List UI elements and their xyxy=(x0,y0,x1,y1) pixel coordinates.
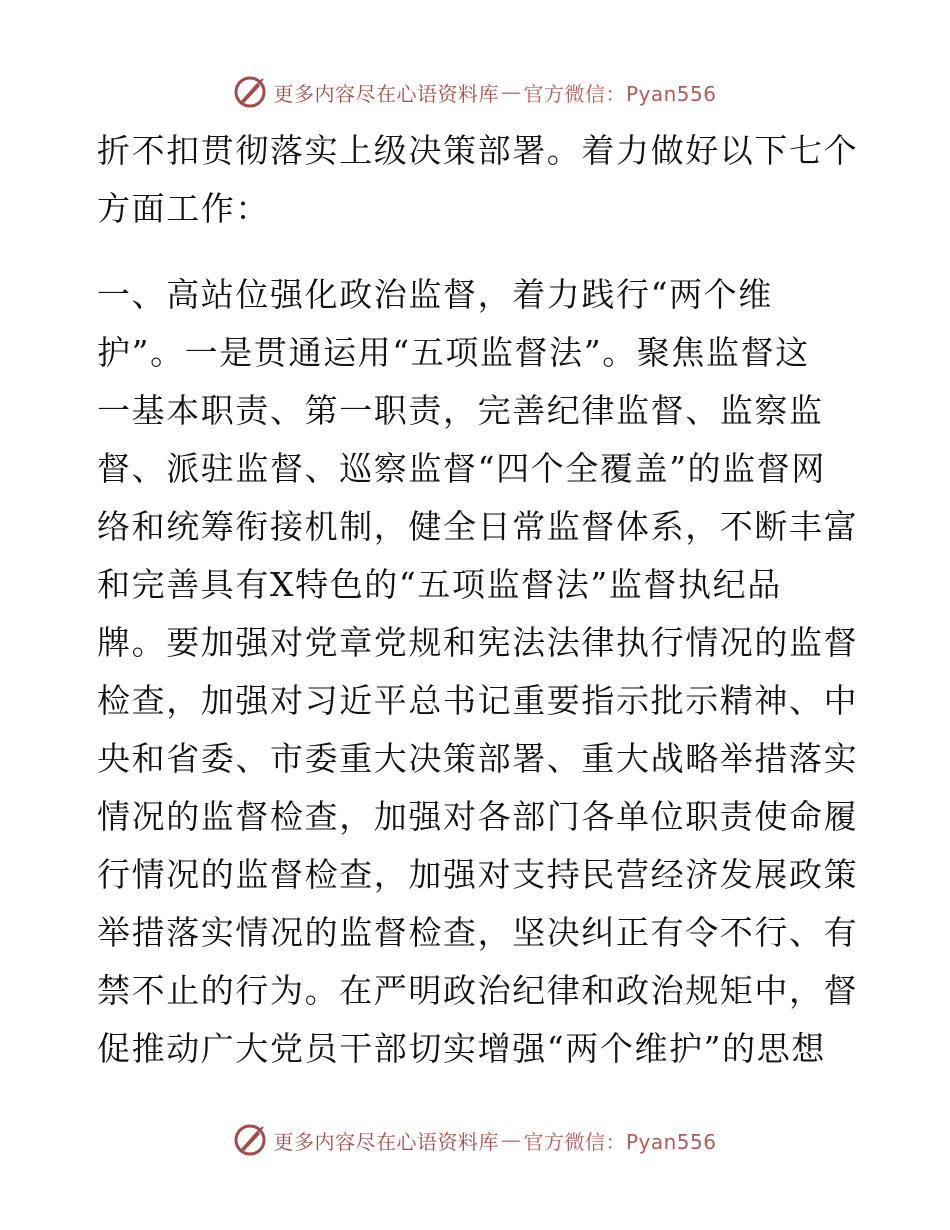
header-watermark xyxy=(0,72,950,112)
text-line: 一基本职责、第一职责，完善纪律监督、监察监 xyxy=(97,391,824,430)
watermark-wechat: 官方微信：Pyan556 xyxy=(523,1129,717,1154)
text-line: 护”。一是贯通运用“五项监督法”。聚焦监督这 xyxy=(97,333,810,372)
text-line: 禁不止的行为。在严明政治纪律和政治规矩中，督 xyxy=(97,971,859,1010)
text-line: 行情况的监督检查，加强对支持民营经济发展政策 xyxy=(97,855,859,894)
text-line: 促推动广大党员干部切实增强“两个维护”的思想 xyxy=(97,1029,826,1068)
watermark-separator: — xyxy=(500,1128,522,1152)
watermark-text: 更多内容尽在心语资料库 xyxy=(273,81,499,106)
watermark-separator: — xyxy=(500,80,522,104)
quill-logo-icon xyxy=(233,1123,267,1157)
text-line: 情况的监督检查，加强对各部门各单位职责使命履 xyxy=(97,797,859,836)
text-line: 检查，加强对习近平总书记重要指示批示精神、中 xyxy=(97,681,859,720)
text-line: 央和省委、市委重大决策部署、重大战略举措落实 xyxy=(97,739,859,778)
text-line: 督、派驻监督、巡察监督“四个全覆盖”的监督网 xyxy=(97,449,826,488)
text-line: 牌。要加强对党章党规和宪法法律执行情况的监督 xyxy=(97,623,859,662)
footer-watermark xyxy=(0,1120,950,1160)
watermark-text: 更多内容尽在心语资料库 xyxy=(273,1129,499,1154)
quill-logo-icon xyxy=(233,75,267,109)
paragraph-gap xyxy=(97,238,852,266)
text-line: 络和统筹衔接机制，健全日常监督体系，不断丰富 xyxy=(97,507,859,546)
text-line: 折不扣贯彻落实上级决策部署。着力做好以下七个 xyxy=(97,131,859,170)
text-line: 方面工作： xyxy=(97,189,270,228)
document-body xyxy=(97,122,859,1078)
text-line: 举措落实情况的监督检查，坚决纠正有令不行、有 xyxy=(97,913,859,952)
text-line: 和完善具有X特色的“五项监督法”监督执纪品 xyxy=(97,565,782,604)
watermark-wechat: 官方微信：Pyan556 xyxy=(523,81,717,106)
section-heading-line: 一、高站位强化政治监督，着力践行“两个维 xyxy=(97,275,773,314)
